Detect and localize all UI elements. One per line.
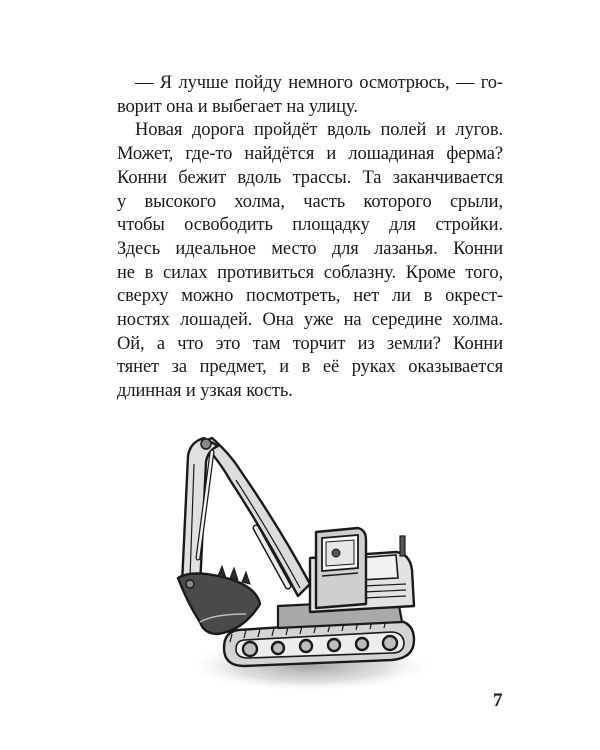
- page-number: 7: [493, 690, 503, 711]
- text-line: не в силах противиться соблазну. Кроме того,: [117, 262, 503, 283]
- text-line: Новая дорога пройдёт вдоль полей и лугов.: [135, 120, 503, 141]
- text-line: чтобы освободить площадку для стройки.: [117, 215, 503, 236]
- text-line: у высокого холма, часть которого срыли,: [117, 191, 503, 212]
- body-text: [117, 72, 503, 404]
- text-line: ностях лошадей. Она уже на середине холма.: [117, 310, 503, 331]
- text-line: — Я лучше пойду немного осмотрюсь, — го-: [135, 73, 503, 93]
- text-line: Здесь идеальное место для лазанья. Конни: [117, 238, 503, 259]
- text-line: тянет за предмет, и в её руках оказывается: [117, 357, 503, 378]
- text-line: сверху можно посмотреть, нет ли в окрест-: [117, 286, 503, 307]
- text-line: Конни бежит вдоль трассы. Та заканчивается: [117, 167, 503, 188]
- text-line: Может, где-то найдётся и лошадиная ферма?: [117, 144, 503, 165]
- text-line: ворит она и выбегает на улицу.: [117, 96, 358, 117]
- text-line: Ой, а что это там торчит из земли? Конни: [117, 333, 503, 354]
- text-line: длинная и узкая кость.: [117, 381, 293, 402]
- excavator-icon: [160, 408, 430, 693]
